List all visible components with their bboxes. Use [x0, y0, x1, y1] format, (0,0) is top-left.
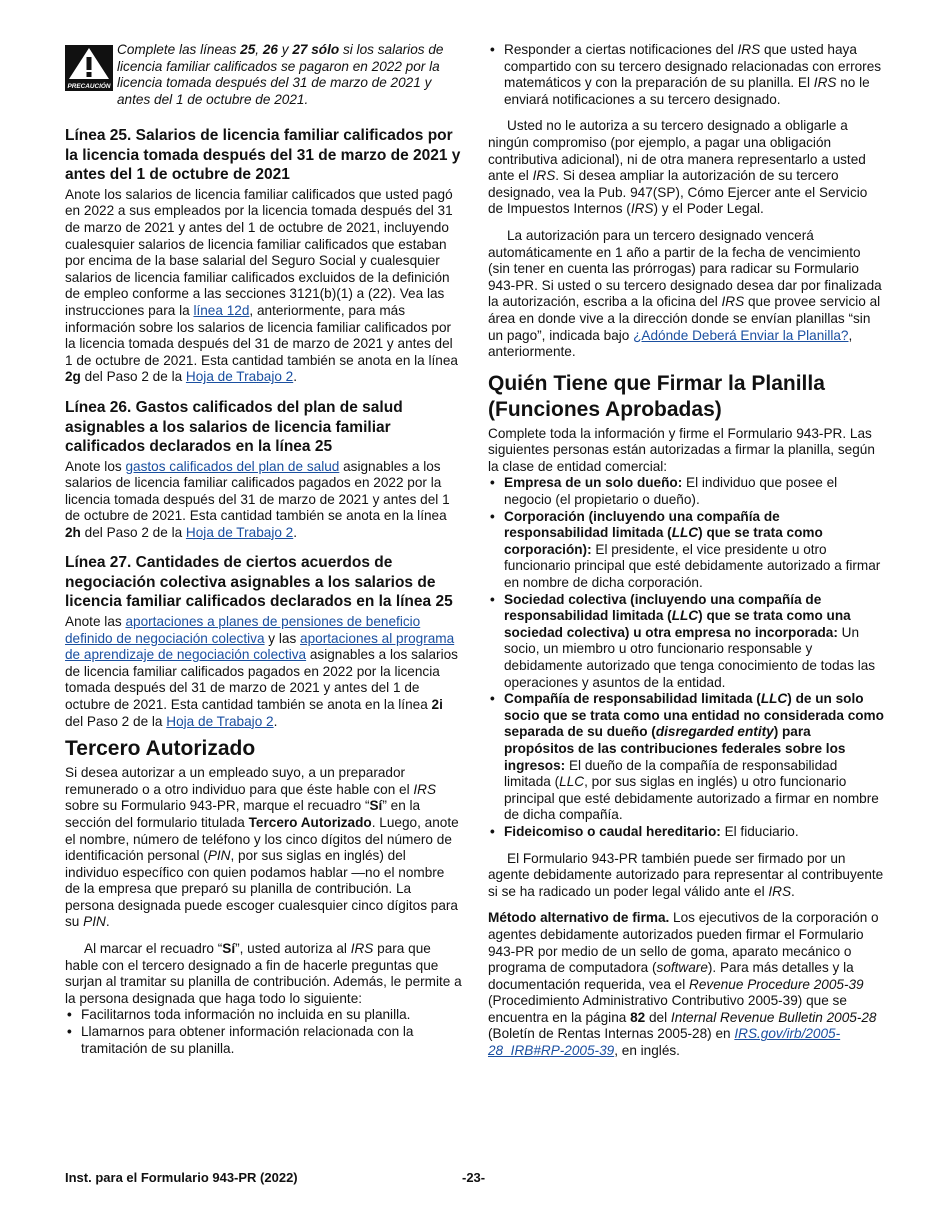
irs-irb-link[interactable]: IRS.gov/irb/2005-28_IRB#RP-2005-39	[488, 1026, 841, 1059]
tercero-para-2: Al marcar el recuadro “Sí”, usted autoriza al IRS para que hable con el tercero designado a fin de hacerle preguntas que surjan al tramitar su planilla de contribución. Además, le permite a la persona designada que haga todo lo siguiente:	[65, 941, 462, 1006]
line12d-link[interactable]: línea 12d	[193, 303, 250, 319]
quien-bullet-5: • Fideicomiso o caudal hereditario: El fiduciario.	[488, 824, 884, 841]
quien-bullet-3: • Sociedad colectiva (incluyendo una compañía de responsabilidad limitada (LLC) que se trata como una sociedad colectiva) u otra empresa no incorporada: Un socio, un miembro u otro funcionario responsable y debidamente autorizado que tenga conocimiento de todas las operaciones y asuntos de la entidad.	[488, 592, 884, 692]
quien-intro: Complete toda la información y firme el Formulario 943-PR. Las siguientes personas están autorizadas a firmar la planilla, según la clase de entidad comercial:	[488, 425, 875, 474]
tercero-bullet-2: • Llamarnos para obtener información relacionada con la tramitación de su planilla.	[65, 1024, 462, 1057]
tercero-bullet-3: • Responder a ciertas notificaciones del IRS que usted haya compartido con su tercero designado relacionadas con errores matemáticos y con la preparación de su planilla. El IRS no le enviará notificaciones a su tercero designado.	[488, 42, 884, 108]
tercero-para-1: Si desea autorizar a un empleado suyo, a un preparador remunerado o a otro individuo para que éste hable con el IRS sobre su Formulario 943-PR, marque el recuadro “Sí” en la sección del formulario titulada Tercero Autorizado. Luego, anote el nombre, número de teléfono y los cinco dígitos del número de identificación personal (PIN, por sus siglas en inglés) del individuo específico con quien podamos hablar —no el nombre de la empresa que preparó su planilla de contribución. La persona designada puede escoger cualesquier cinco dígitos para su PIN.	[65, 765, 459, 930]
line26-heading: Línea 26. Gastos calificados del plan de salud asignables a los salarios de licencia familiar calificados declarados en la línea 25	[65, 399, 403, 455]
caution-note	[65, 42, 462, 108]
line25-body: Anote los salarios de licencia familiar calificados que usted pagó en 2022 a sus empleados por la licencia tomada después del 31 de marzo de 2021 y antes del 1 de octubre de 2021, incluyendo cualesquier salarios de licencia familiar calificados que estaban por encima de la base salarial del Seguro Social y cualesquier salarios de licencia familiar calificados excluidos de la definición de empleo conforme a las secciones 3121(b)(1) a (22). Vea las instrucciones para la línea 12d, anteriormente, para más información sobre los salarios de licencia familiar calificados por la licencia tomada después del 31 de marzo de 2021 y antes del 1 de octubre de 2021. Esta cantidad también se anota en la línea 2g del Paso 2 de la Hoja de Trabajo 2.	[65, 186, 458, 385]
line26-section	[65, 398, 462, 541]
quien-firmar-heading: Quién Tiene que Firmar la Planilla (Funciones Aprobadas)	[488, 371, 825, 421]
hoja-trabajo-2-link[interactable]: Hoja de Trabajo 2	[185, 369, 294, 385]
left-column	[65, 42, 462, 1057]
caution-text: Complete las líneas 25, 26 y 27 sólo si los salarios de licencia familiar calificados se pagaron en 2022 por la licencia tomada después del 31 de marzo de 2021 y antes del 1 de octubre de 2021.	[117, 42, 444, 107]
tercero-bullet-1: • Facilitarnos toda información no incluida en su planilla.	[65, 1007, 462, 1024]
quien-bullet-1: • Empresa de un solo dueño: El individuo que posee el negocio (el propietario o dueño).	[488, 475, 884, 508]
line27-body: Anote las aportaciones a planes de pensiones de beneficio definido de negociación colectiva y las aportaciones al programa de aprendizaje de negociación colectiva asignables a los salarios de licencia familiar calificados pagados en 2022 por la licencia tomada después del 31 de marzo de 2021 y antes del 1 de octubre de 2021. Esta cantidad también se anota en la línea 2i del Paso 2 de la Hoja de Trabajo 2.	[65, 613, 458, 729]
line25-heading: Línea 25. Salarios de licencia familiar calificados por la licencia tomada después del 31 de marzo de 2021 y antes del 1 de octubre de 2021	[65, 127, 461, 184]
line25-section	[65, 126, 462, 386]
metodo-alternativo-para: Método alternativo de firma. Los ejecutivos de la corporación o agentes debidamente autorizados pueden firmar el Formulario 943-PR por medio de un sello de goma, aparato mecánico o programa de computadora (software). Para más detalles y la documentación requerida, vea el Revenue Procedure 2005-39 (Procedimiento Administrativo Contributivo 2005-39) que se encuentra en la página 82 del Internal Revenue Bulletin 2005-28 (Boletín de Rentas Internas 2005-28) en IRS.gov/irb/2005-28_IRB#RP-2005-39, en inglés.	[488, 910, 879, 1059]
tercero-para-4: La autorización para un tercero designado vencerá automáticamente en 1 año a partir de la fecha de vencimiento (sin tener en cuenta las prórrogas) para radicar su Formulario 943-PR. Si usted o su tercero designado desea dar por finalizada la autorización, escriba a la oficina del IRS que provee servicio al área en donde vive a la dirección donde se envían planillas “sin un pago”, indicada bajo ¿Adónde Deberá Enviar la Planilla?, anteriormente.	[488, 227, 882, 360]
line27-heading: Línea 27. Cantidades de ciertos acuerdos de negociación colectiva asignables a los salarios de licencia familiar calificados declarados en la línea 25	[65, 554, 453, 611]
aportaciones-aprendizaje-link[interactable]: aportaciones al programa de aprendizaje de negociación colectiva	[65, 630, 455, 663]
right-column	[488, 42, 884, 1060]
line26-body: Anote los gastos calificados del plan de salud asignables a los salarios de licencia familiar calificados pagados en 2022 por la licencia tomada después del 31 de marzo de 2021 y antes del 1 de octubre de 2021. Esta cantidad también se anota en la línea 2h del Paso 2 de la Hoja de Trabajo 2.	[65, 458, 450, 540]
quien-para-2: El Formulario 943-PR también puede ser firmado por un agente debidamente autorizado para representar al contribuyente si se ha radicado un poder legal válido ante el IRS.	[488, 850, 884, 899]
caution-warning-icon	[65, 45, 113, 91]
tercero-para-3: Usted no le autoriza a su tercero designado a obligarle a ningún compromiso (por ejemplo, a pagar una obligación contributiva adicional), ni de otra manera representarlo a usted ante el IRS. Si desea ampliar la autorización de su tercero designado, vea la Pub. 947(SP), Cómo Ejercer ante el Servicio de Impuestos Internos (IRS) y el Poder Legal.	[488, 118, 868, 217]
hoja-trabajo-2-link[interactable]: Hoja de Trabajo 2	[166, 713, 274, 729]
gastos-plan-salud-link[interactable]: gastos calificados del plan de salud	[125, 458, 340, 474]
hoja-trabajo-2-link[interactable]: Hoja de Trabajo 2	[185, 524, 294, 540]
quien-bullet-2: • Corporación (incluyendo una compañía de responsabilidad limitada (LLC) que se trata como corporación): El presidente, el vice presidente u otro funcionario principal que esté debidamente autorizado a firmar en nombre de dicha corporación.	[488, 509, 884, 592]
adonde-enviar-link[interactable]: ¿Adónde Deberá Enviar la Planilla?	[633, 327, 849, 343]
caution-label: PRECAUCIÓN	[67, 83, 111, 90]
tercero-autorizado-heading: Tercero Autorizado	[65, 737, 256, 761]
page-number: -23-	[462, 1170, 486, 1185]
quien-bullet-4: • Compañía de responsabilidad limitada (LLC) de un solo socio que se trata como una entidad no considerada como separada de su dueño (disregarded entity) para propósitos de las contribuciones federales sobre los ingresos: El dueño de la compañía de responsabilidad limitada (LLC, por sus siglas en inglés) u otro funcionario principal que esté debidamente autorizado a firmar en nombre de dicha compañía.	[488, 691, 884, 824]
line27-section	[65, 553, 462, 730]
aportaciones-pensiones-link[interactable]: aportaciones a planes de pensiones de beneficio definido de negociación colectiva	[65, 613, 421, 646]
footer-form-title: Inst. para el Formulario 943-PR (2022)	[65, 1170, 298, 1185]
